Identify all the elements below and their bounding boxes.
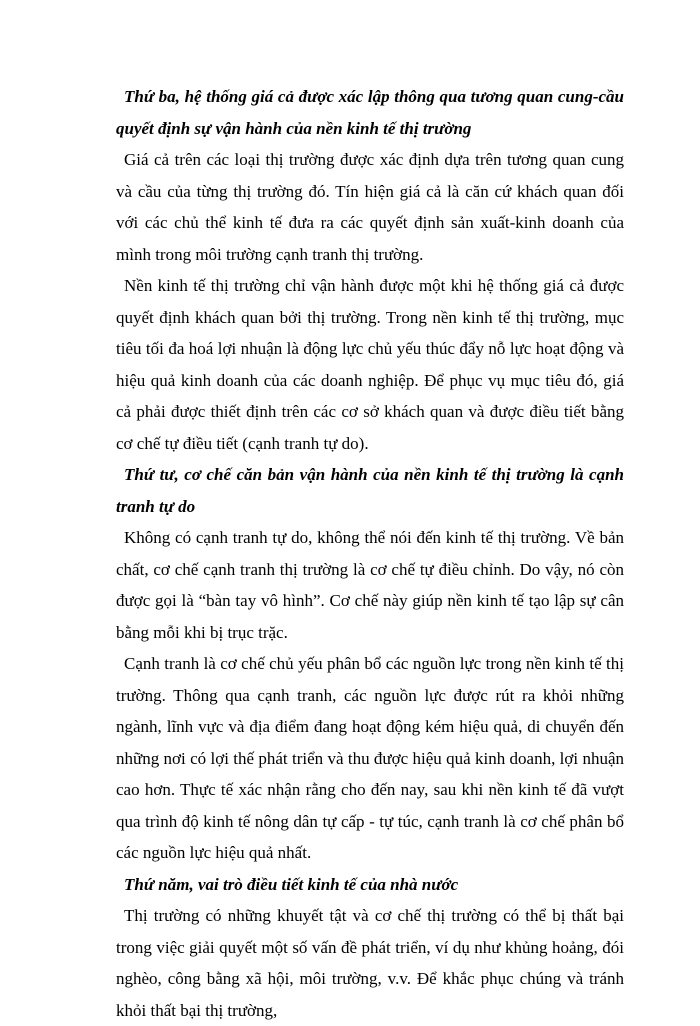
section-thu-tu (116, 459, 624, 869)
section-heading: Thứ tư, cơ chế căn bản vận hành của nền kinh tế thị trường là cạnh tranh tự do (116, 459, 624, 522)
paragraph: Thị trường có những khuyết tật và cơ chế thị trường có thể bị thất bại trong việc giải quyết một số vấn đề phát triển, ví dụ như khủng hoảng, đói nghèo, công bằng xã hội, môi trường, v.v. Để khắc phục chúng và tránh khỏi thất bại thị trường, (116, 900, 624, 1026)
document-body (116, 81, 624, 1026)
section-thu-ba (116, 81, 624, 459)
section-heading: Thứ ba, hệ thống giá cả được xác lập thông qua tương quan cung-cầu quyết định sự vận hành của nền kinh tế thị trường (116, 81, 624, 144)
paragraph: Cạnh tranh là cơ chế chủ yếu phân bổ các nguồn lực trong nền kinh tế thị trường. Thông qua cạnh tranh, các nguồn lực được rút ra khỏi những ngành, lĩnh vực và địa điểm đang hoạt động kém hiệu quả, di chuyển đến những nơi có lợi thế phát triển và thu được hiệu quả kinh doanh, lợi nhuận cao hơn. Thực tế xác nhận rằng cho đến nay, sau khi nền kinh tế đã vượt qua trình độ kinh tế nông dân tự cấp - tự túc, cạnh tranh là cơ chế phân bổ các nguồn lực hiệu quả nhất. (116, 648, 624, 869)
paragraph: Không có cạnh tranh tự do, không thể nói đến kinh tế thị trường. Về bản chất, cơ chế cạnh tranh thị trường là cơ chế tự điều chỉnh. Do vậy, nó còn được gọi là “bàn tay vô hình”. Cơ chế này giúp nền kinh tế tạo lập sự cân bằng mỗi khi bị trục trặc. (116, 522, 624, 648)
section-thu-nam (116, 869, 624, 1026)
paragraph: Nền kinh tế thị trường chỉ vận hành được một khi hệ thống giá cả được quyết định khách quan bởi thị trường. Trong nền kinh tế thị trường, mục tiêu tối đa hoá lợi nhuận là động lực chủ yếu thúc đẩy nỗ lực hoạt động và hiệu quả kinh doanh của các doanh nghiệp. Để phục vụ mục tiêu đó, giá cả phải được thiết định trên các cơ sở khách quan và được điều tiết bằng cơ chế tự điều tiết (cạnh tranh tự do). (116, 270, 624, 459)
paragraph: Giá cả trên các loại thị trường được xác định dựa trên tương quan cung và cầu của từng thị trường đó. Tín hiện giá cả là căn cứ khách quan đối với các chủ thể kinh tế đưa ra các quyết định sản xuất-kinh doanh của mình trong môi trường cạnh tranh thị trường. (116, 144, 624, 270)
section-heading: Thứ năm, vai trò điều tiết kinh tế của nhà nước (116, 869, 624, 901)
